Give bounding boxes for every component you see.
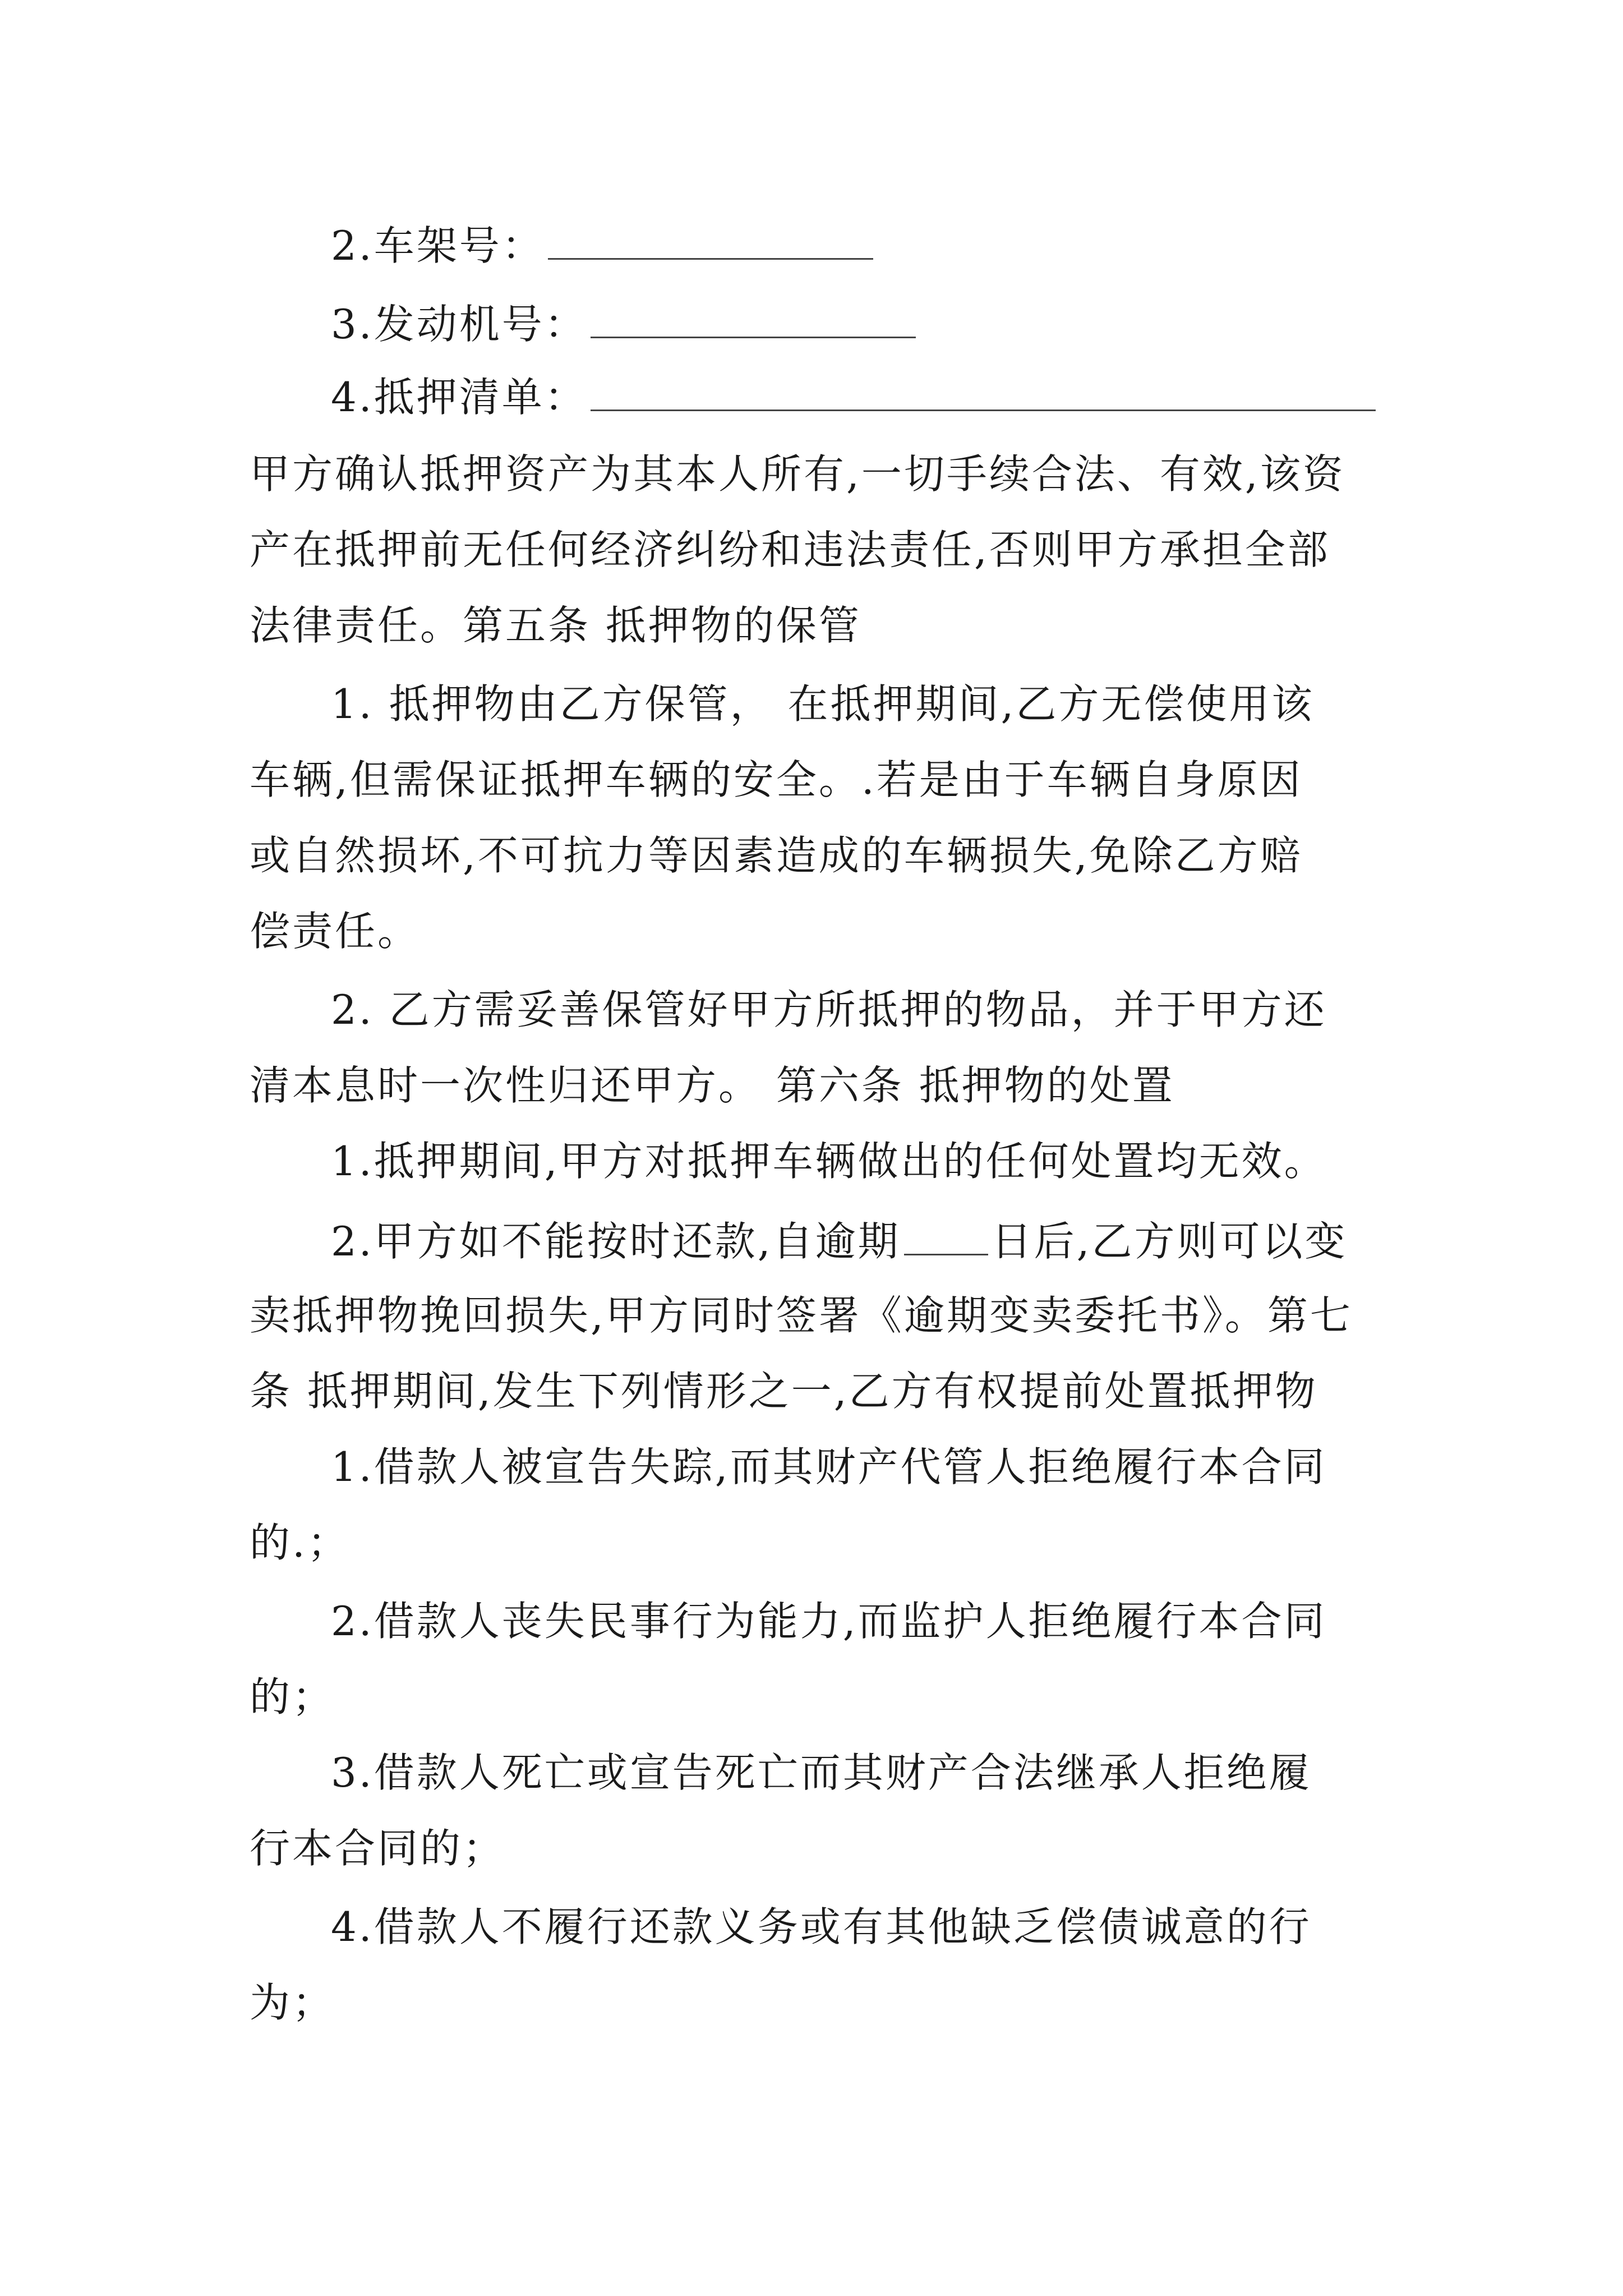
paragraph-line: 产在抵押前无任何经济纠纷和违法责任,否则甲方承担全部 bbox=[250, 526, 1330, 573]
item-collateral-label: 4.抵押清单： bbox=[331, 374, 587, 421]
paragraph-line: 1.借款人被宣告失踪,而其财产代管人拒绝履行本合同 bbox=[331, 1443, 1327, 1490]
paragraph-line: 2. 乙方需妥善保管好甲方所抵押的物品，并于甲方还 bbox=[331, 986, 1327, 1033]
paragraph-line: 甲方确认抵押资产为其本人所有,一切手续合法、有效,该资 bbox=[250, 450, 1345, 498]
engine-blank-field bbox=[591, 297, 916, 338]
paragraph-line: 为； bbox=[250, 1979, 335, 2026]
paragraph-line: 行本合同的； bbox=[250, 1825, 506, 1872]
paragraph-line: 车辆,但需保证抵押车辆的安全。.若是由于车辆自身原因 bbox=[250, 756, 1303, 803]
overdue-days-blank-field bbox=[904, 1214, 988, 1255]
paragraph-line: 1. 抵押物由乙方保管， 在抵押期间,乙方无偿使用该 bbox=[331, 680, 1315, 728]
item-vin bbox=[331, 219, 873, 271]
vin-blank-field bbox=[548, 219, 873, 260]
paragraph-line: 3.借款人死亡或宣告死亡而其财产合法继承人拒绝履 bbox=[331, 1749, 1312, 1796]
paragraph-line: 偿责任。 bbox=[250, 908, 421, 955]
overdue-text-after: 日后,乙方则可以变 bbox=[991, 1218, 1348, 1265]
paragraph-line: 的； bbox=[250, 1673, 335, 1720]
overdue-text-before: 2.甲方如不能按时还款,自逾期 bbox=[331, 1218, 901, 1265]
item-engine-number bbox=[331, 297, 916, 349]
paragraph-line: 或自然损坏,不可抗力等因素造成的车辆损失,免除乙方赔 bbox=[250, 832, 1303, 879]
overdue-clause-line bbox=[331, 1214, 1347, 1267]
item-engine-label: 3.发动机号： bbox=[331, 301, 587, 348]
paragraph-line: 卖抵押物挽回损失,甲方同时签署《逾期变卖委托书》。第七 bbox=[250, 1292, 1353, 1339]
section-heading-line: 法律责任。第五条 抵押物的保管 bbox=[250, 602, 861, 649]
paragraph-line: 4.借款人不履行还款义务或有其他缺乏偿债诚意的行 bbox=[331, 1903, 1312, 1950]
paragraph-line: 2.借款人丧失民事行为能力,而监护人拒绝履行本合同 bbox=[331, 1598, 1327, 1645]
section-heading-line: 清本息时一次性归还甲方。 第六条 抵押物的处置 bbox=[250, 1062, 1175, 1109]
paragraph-line: 的.； bbox=[250, 1519, 350, 1566]
paragraph-line: 1.抵押期间,甲方对抵押车辆做出的任何处置均无效。 bbox=[331, 1138, 1327, 1185]
item-vin-label: 2.车架号： bbox=[331, 222, 545, 269]
item-collateral-list bbox=[331, 370, 1376, 422]
section-heading-line: 条 抵押期间,发生下列情形之一,乙方有权提前处置抵押物 bbox=[250, 1368, 1318, 1415]
collateral-blank-field bbox=[591, 370, 1376, 411]
